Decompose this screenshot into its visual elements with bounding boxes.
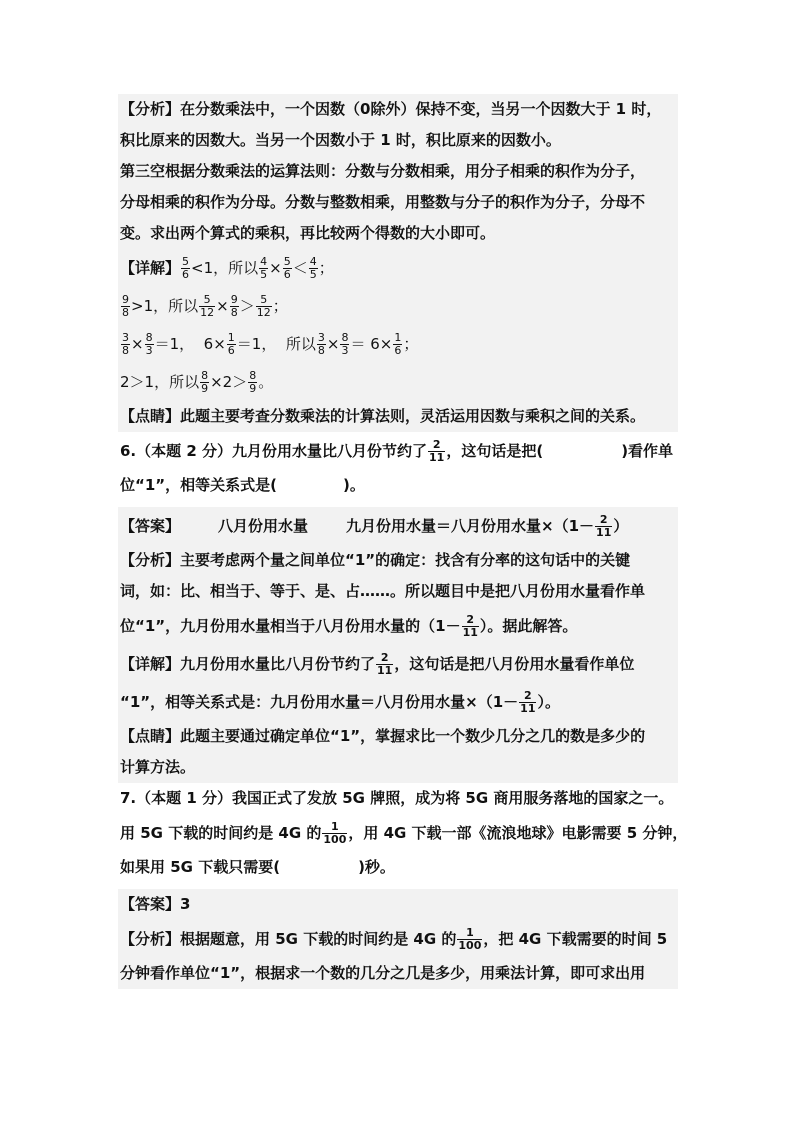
- question-text: ，用 4G 下载一部《流浪地球》电影需要 5 分钟，: [348, 823, 688, 842]
- detail-text: ）。: [537, 692, 560, 711]
- text: ；: [403, 334, 419, 353]
- text-line: [120, 607, 678, 645]
- fraction: $\frac{8}{9}$: [249, 368, 257, 395]
- detail-block-1: [118, 249, 678, 401]
- fraction: $\frac{9}{8}$: [122, 292, 129, 319]
- answer-text: 八月份用水量: [218, 516, 309, 535]
- question-line: [120, 852, 678, 883]
- tip-text: 此题主要通过确定单位“1”，掌握求比一个数少几分之几的数是多少的: [180, 727, 646, 745]
- text-line: 分母相乘的积作为分母。分数与整数相乘，用整数与分子的积作为分子，分母不: [120, 193, 646, 211]
- detail-text: 九月份用水量比八月份节约了: [180, 654, 376, 673]
- fraction: $\frac{2}{11}$: [429, 437, 445, 464]
- tip-text: 此题主要考查分数乘法的计算法则，灵活运用因数与乘积之间的关系。: [180, 407, 646, 425]
- question-text: )。: [343, 476, 365, 494]
- text-line: 积比原来的因数大。当另一个因数小于 1 时，积比原来的因数小。: [120, 131, 561, 149]
- detail-row-4: [120, 363, 678, 401]
- text-line: [120, 920, 678, 958]
- fraction: $\frac{4}{5}$: [309, 254, 317, 281]
- question-line: 7.（本题 1 分）我国正式了发放 5G 牌照，成为将 5G 商用服务落地的国家之一。: [120, 789, 674, 807]
- question-text: )看作单: [621, 441, 674, 460]
- fraction: $\frac{4}{5}$: [260, 254, 268, 281]
- detail-row-3: [120, 325, 678, 363]
- analysis-tag: 【分析】: [120, 929, 181, 948]
- compare-sign: ＞: [239, 296, 255, 315]
- analysis-block-1: [118, 94, 678, 249]
- text: ；: [272, 296, 288, 315]
- fraction: $\frac{8}{3}$: [341, 330, 349, 357]
- times-sign: ×: [269, 258, 282, 277]
- text-line: 计算方法。: [120, 758, 196, 776]
- fraction: $\frac{3}{8}$: [317, 330, 325, 357]
- question-7: [118, 783, 688, 883]
- analysis-text: 位“1”，九月份用水量相当于八月份用水量的（1－: [120, 616, 461, 635]
- fraction: $\frac{1}{100}$: [458, 925, 482, 952]
- text: 。: [258, 372, 274, 391]
- times-sign: ×: [326, 334, 340, 353]
- text-line: [120, 683, 678, 721]
- fraction: $\frac{2}{11}$: [462, 612, 478, 639]
- question-line: [120, 814, 688, 852]
- question-line: [120, 432, 678, 470]
- text: ；: [318, 258, 334, 277]
- analysis-text: 在分数乘法中，一个因数（0除外）保持不变，当另一个因数大于 1 时，: [180, 100, 662, 118]
- analysis-tag: 【分析】: [120, 100, 181, 118]
- fraction: $\frac{1}{6}$: [394, 330, 402, 357]
- compare-sign: ＜: [292, 258, 308, 277]
- fraction: $\frac{5}{12}$: [256, 292, 271, 319]
- fraction: $\frac{8}{9}$: [201, 368, 209, 395]
- analysis-tag: 【分析】: [120, 551, 181, 569]
- question-text: 用 5G 下载的时间约是 4G 的: [120, 823, 322, 842]
- analysis-text: 主要考虑两个量之间单位“1”的确定：找含有分率的这句话中的关键: [180, 551, 631, 569]
- question-text: )秒。: [358, 858, 395, 876]
- answer-line: [120, 507, 678, 545]
- question-text: 位“1”，相等关系式是(: [120, 476, 278, 494]
- text-line: 分钟看作单位“1”，根据求一个数的几分之几是多少，用乘法计算，即可求出用: [120, 964, 646, 982]
- analysis-block-6: [118, 545, 678, 645]
- analysis-text: ）。据此解答。: [479, 616, 578, 635]
- answer-line: [120, 889, 678, 920]
- tip-tag: 【点睛】: [120, 727, 181, 745]
- question-text: 如果用 5G 下载只需要(: [120, 858, 281, 876]
- fraction: $\frac{2}{11}$: [596, 512, 612, 539]
- text: ＝1， 所以: [236, 334, 316, 353]
- tip-block-6: [118, 721, 678, 783]
- tip-tag: 【点睛】: [120, 407, 181, 425]
- tip-block-1: [118, 401, 678, 432]
- times-sign: ×: [131, 334, 144, 353]
- answer-block-7: [118, 889, 678, 920]
- answer-tag: 【答案】: [120, 895, 181, 913]
- fraction: $\frac{5}{6}$: [283, 254, 291, 281]
- fraction: $\frac{3}{8}$: [122, 330, 129, 357]
- detail-tag: 【详解】: [120, 654, 181, 673]
- text: 2＞1，所以: [120, 372, 200, 391]
- text: ＝ 6×: [350, 334, 393, 353]
- fraction: $\frac{2}{11}$: [377, 650, 393, 677]
- answer-block-6: [118, 507, 678, 545]
- answer-tag: 【答案】: [120, 516, 181, 535]
- question-text: 6.（本题 2 分）九月份用水量比八月份节约了: [120, 441, 428, 460]
- analysis-text: ，把 4G 下载需要的时间 5: [483, 929, 668, 948]
- analysis-text: 根据题意，用 5G 下载的时间约是 4G 的: [180, 929, 457, 948]
- fraction: $\frac{8}{3}$: [145, 330, 153, 357]
- fraction: $\frac{9}{8}$: [230, 292, 238, 319]
- fraction: $\frac{5}{6}$: [182, 254, 190, 281]
- detail-text: ，这句话是把八月份用水量看作单位: [394, 654, 635, 673]
- fraction: $\frac{1}{6}$: [227, 330, 235, 357]
- detail-row-1: [120, 249, 678, 287]
- text: ＝1， 6×: [154, 334, 226, 353]
- text-line: [120, 645, 678, 683]
- question-line: [120, 470, 678, 501]
- answer-text: 3: [180, 895, 191, 913]
- fraction: $\frac{2}{11}$: [520, 688, 536, 715]
- question-text: ，这句话是把(: [446, 441, 544, 460]
- text: >1，所以: [131, 296, 199, 315]
- text-line: [120, 94, 678, 125]
- answer-text: ）: [613, 516, 629, 535]
- detail-row-2: [120, 287, 678, 325]
- analysis-block-7: [118, 920, 678, 989]
- text-line: 词，如：比、相当于、等于、是、占……。所以题目中是把八月份用水量看作单: [120, 582, 646, 600]
- detail-tag: 【详解】: [120, 258, 181, 277]
- question-6: [118, 432, 678, 501]
- detail-block-6: [118, 645, 678, 721]
- document-content: [118, 94, 688, 989]
- answer-text: 九月份用水量＝八月份用水量×（1－: [346, 516, 595, 535]
- fraction: $\frac{5}{12}$: [200, 292, 215, 319]
- fraction: $\frac{1}{100}$: [323, 819, 347, 846]
- text: ×2＞: [210, 372, 248, 391]
- text-line: 变。求出两个算式的乘积，再比较两个得数的大小即可。: [120, 224, 496, 242]
- text-line: [120, 401, 678, 432]
- text: <1，所以: [191, 258, 259, 277]
- times-sign: ×: [216, 296, 229, 315]
- detail-text: “1”，相等关系式是：九月份用水量＝八月份用水量×（1－: [120, 692, 519, 711]
- text-line: 第三空根据分数乘法的运算法则：分数与分数相乘，用分子相乘的积作为分子，: [120, 162, 646, 180]
- text-line: [120, 721, 678, 752]
- text-line: [120, 545, 678, 576]
